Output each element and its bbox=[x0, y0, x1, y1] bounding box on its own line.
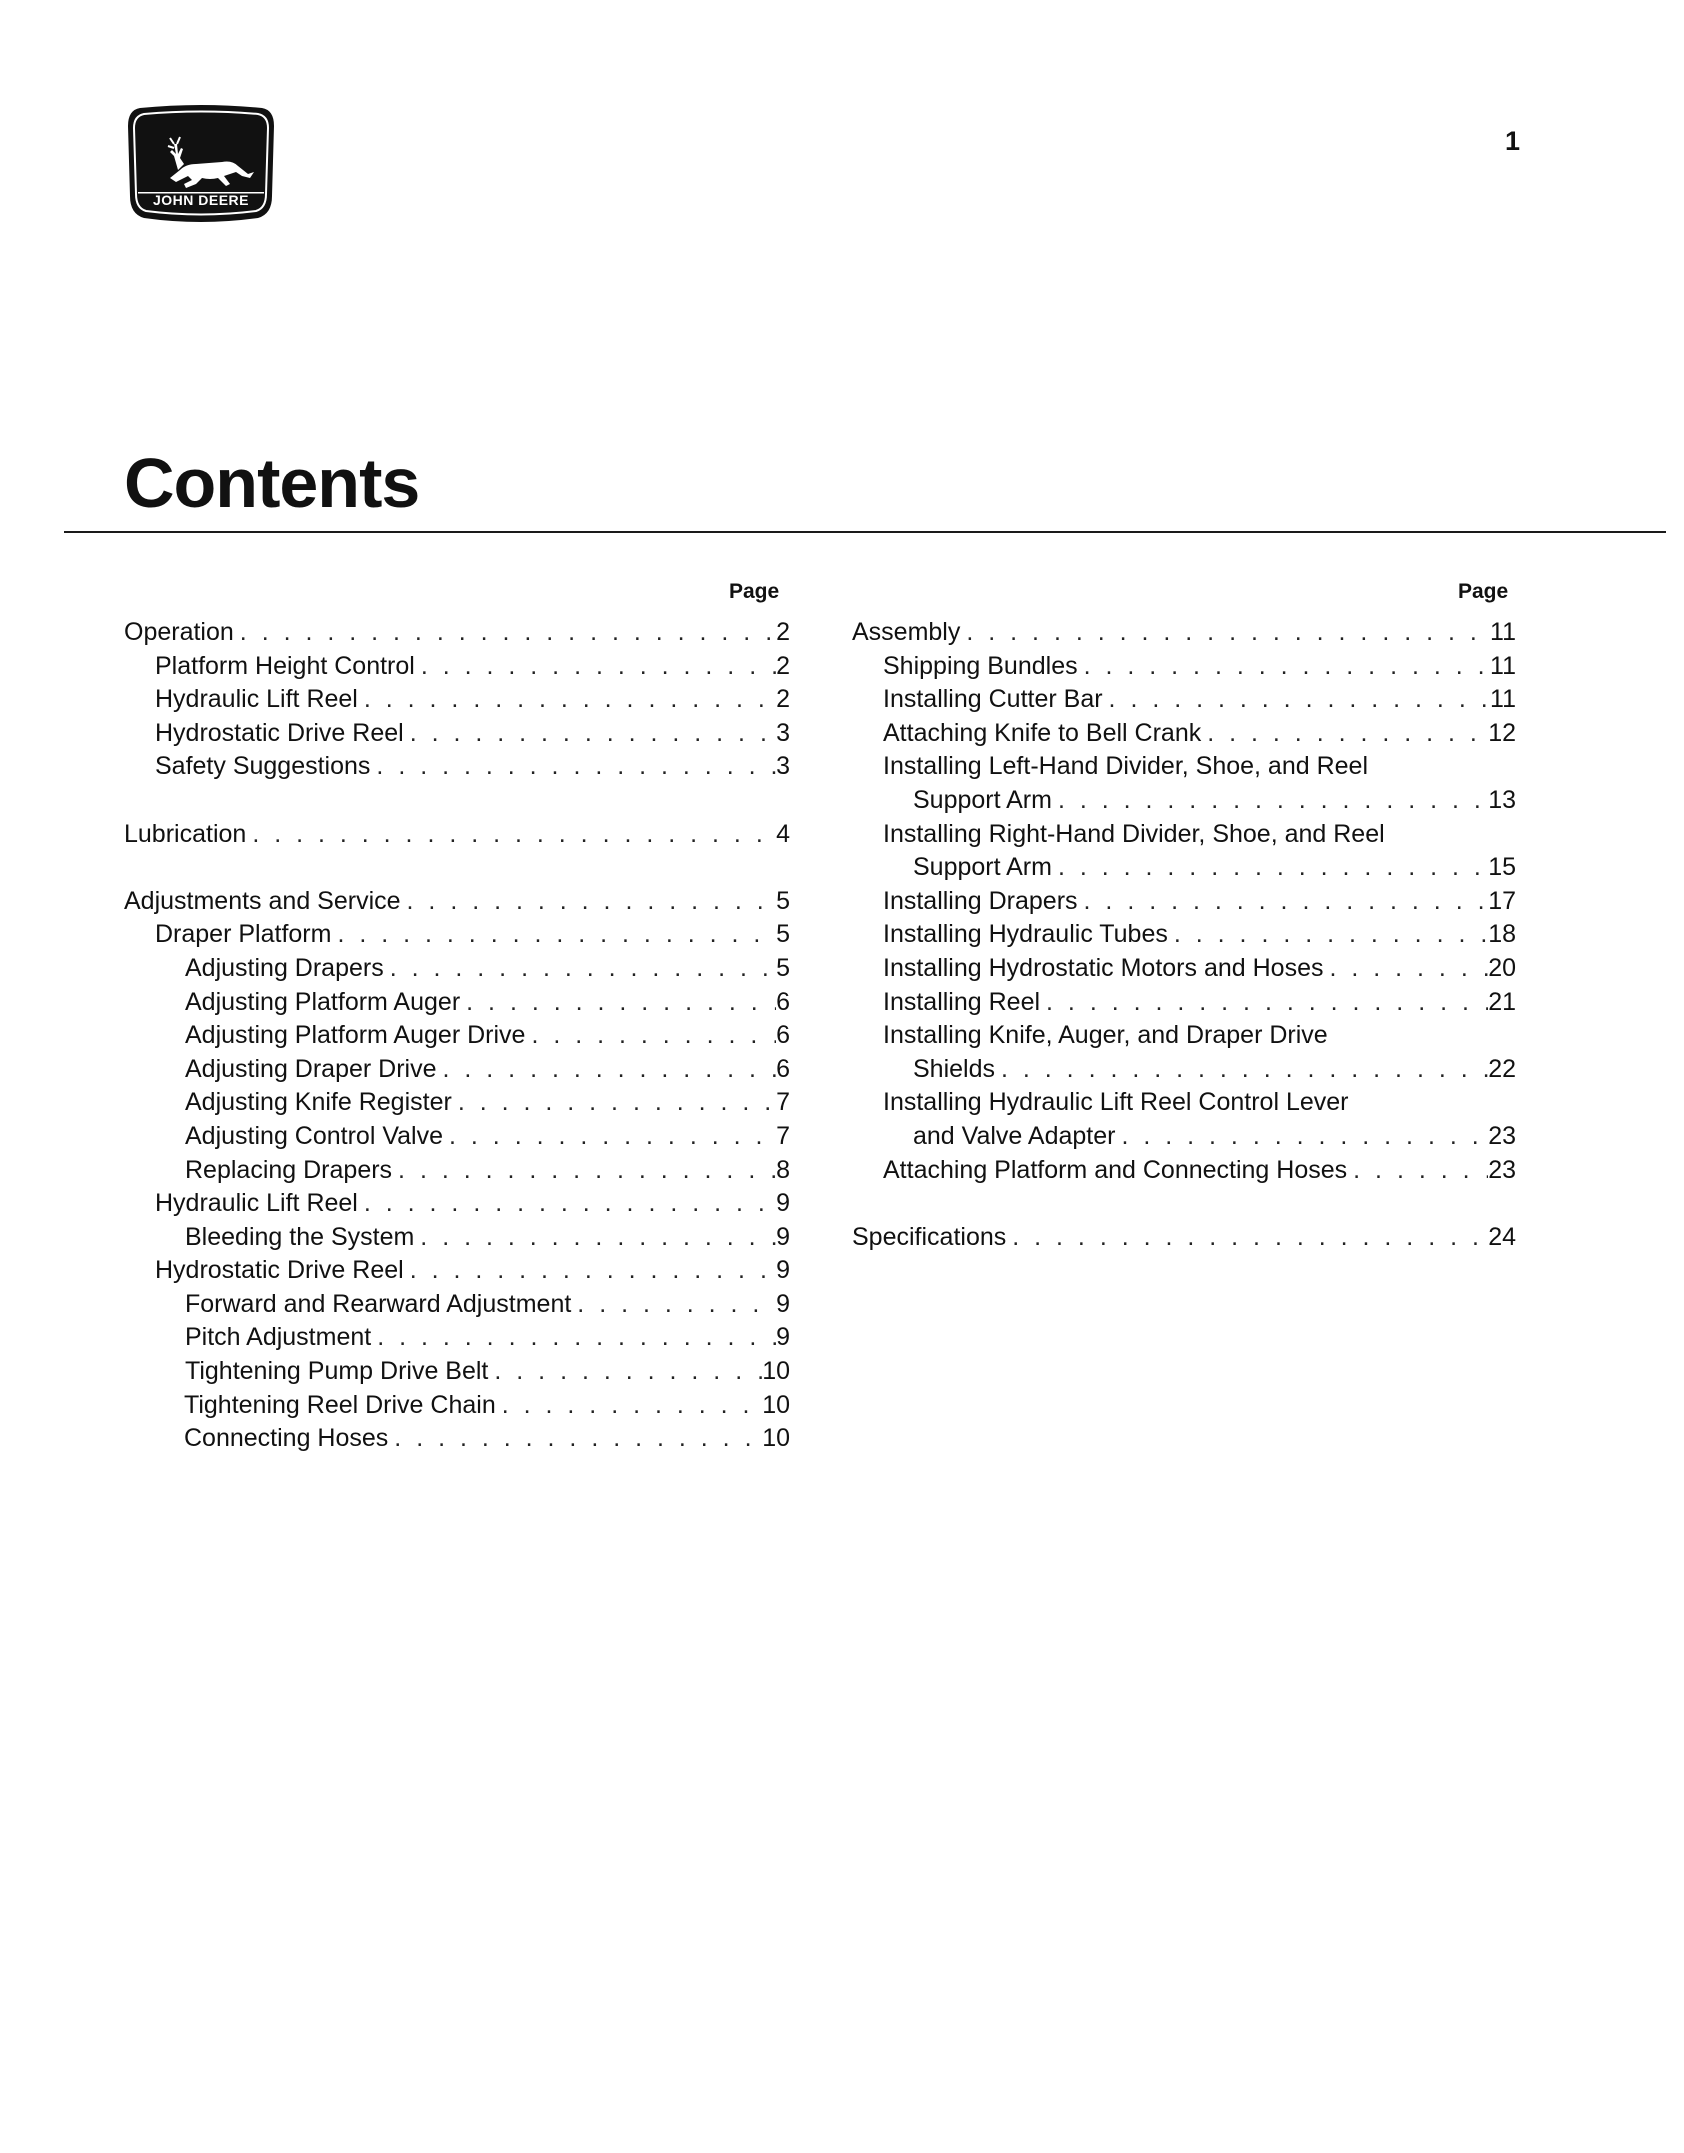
toc-entry-label: Installing Left-Hand Divider, Shoe, and Reel bbox=[883, 752, 1369, 781]
toc-dot-leader bbox=[331, 918, 776, 952]
toc-dot-leader bbox=[437, 1053, 777, 1087]
toc-dot-leader bbox=[388, 1422, 762, 1456]
toc-dot-leader bbox=[452, 1086, 776, 1120]
toc-entry bbox=[124, 1187, 790, 1221]
toc-entry-label: Specifications bbox=[852, 1222, 1007, 1251]
toc-entry-label: Pitch Adjustment bbox=[185, 1323, 372, 1352]
toc-entry-page: 9 bbox=[776, 1256, 790, 1285]
toc-dot-leader bbox=[1103, 683, 1491, 717]
toc-dot-leader bbox=[1168, 918, 1488, 952]
toc-left-column bbox=[124, 616, 790, 1456]
toc-entry-page: 2 bbox=[776, 651, 790, 680]
toc-entry-label: Hydraulic Lift Reel bbox=[155, 685, 358, 714]
toc-entry-label: Adjusting Draper Drive bbox=[185, 1054, 437, 1083]
toc-dot-leader bbox=[460, 986, 776, 1020]
toc-entry bbox=[852, 851, 1516, 885]
toc-dot-leader bbox=[995, 1053, 1488, 1087]
toc-entry bbox=[124, 616, 790, 650]
toc-entry bbox=[124, 1221, 790, 1255]
toc-entry bbox=[852, 784, 1516, 818]
toc-entry-page: 3 bbox=[776, 718, 790, 747]
toc-entry-page: 17 bbox=[1488, 886, 1516, 915]
toc-entry-label: Bleeding the System bbox=[185, 1222, 415, 1251]
toc-entry bbox=[852, 1120, 1516, 1154]
toc-dot-leader bbox=[1006, 1221, 1488, 1255]
toc-entry-page: 15 bbox=[1488, 853, 1516, 882]
toc-entry-label: Connecting Hoses bbox=[184, 1424, 389, 1453]
toc-entry-label: Tightening Reel Drive Chain bbox=[184, 1390, 496, 1419]
toc-entry bbox=[852, 683, 1516, 717]
toc-dot-leader bbox=[525, 1019, 776, 1053]
toc-entry-label: Lubrication bbox=[124, 819, 247, 848]
toc-entry-label: Shields bbox=[913, 1054, 995, 1083]
toc-entry bbox=[852, 616, 1516, 650]
toc-entry-page: 2 bbox=[776, 618, 790, 646]
toc-entry-label: Replacing Drapers bbox=[185, 1155, 393, 1184]
toc-entry-label: Installing Hydraulic Tubes bbox=[883, 920, 1168, 949]
toc-entry-page: 7 bbox=[776, 1121, 790, 1150]
toc-entry-label: Assembly bbox=[852, 618, 961, 646]
toc-entry-label: Operation bbox=[124, 618, 234, 646]
toc-entry bbox=[124, 1355, 790, 1389]
toc-dot-leader bbox=[1052, 784, 1488, 818]
toc-entry-page: 22 bbox=[1488, 1054, 1516, 1083]
toc-entry-page: 2 bbox=[776, 685, 790, 714]
toc-entry-label: Hydraulic Lift Reel bbox=[155, 1189, 358, 1218]
toc-entry-label: Hydrostatic Drive Reel bbox=[155, 1256, 404, 1285]
toc-entry bbox=[124, 1154, 790, 1188]
toc-dot-leader bbox=[443, 1120, 776, 1154]
toc-entry-page: 7 bbox=[776, 1088, 790, 1117]
toc-entry bbox=[124, 818, 790, 852]
toc-dot-leader bbox=[1201, 717, 1488, 751]
toc-entry-label: Adjusting Control Valve bbox=[185, 1121, 444, 1150]
toc-entry bbox=[852, 1053, 1516, 1087]
toc-entry-page: 20 bbox=[1488, 953, 1516, 982]
toc-entry-page: 24 bbox=[1488, 1222, 1516, 1251]
toc-entry-label: Draper Platform bbox=[155, 920, 332, 949]
toc-entry-page: 6 bbox=[776, 1054, 790, 1083]
toc-entry-page: 9 bbox=[776, 1323, 790, 1352]
toc-entry-page: 5 bbox=[776, 920, 790, 949]
toc-entry-label: Safety Suggestions bbox=[155, 752, 371, 781]
toc-entry-label: Installing Cutter Bar bbox=[883, 685, 1103, 714]
toc-entry bbox=[124, 1019, 790, 1053]
toc-entry-label: Adjusting Knife Register bbox=[185, 1088, 452, 1117]
toc-entry-label: Installing Hydraulic Lift Reel Control Lever bbox=[883, 1088, 1349, 1117]
toc-entry-page: 10 bbox=[762, 1424, 790, 1453]
toc-entry-page: 10 bbox=[762, 1390, 790, 1419]
toc-entry-label: Support Arm bbox=[913, 785, 1052, 814]
toc-entry-page: 8 bbox=[776, 1155, 790, 1184]
toc-dot-leader bbox=[384, 952, 776, 986]
toc-entry bbox=[852, 1154, 1516, 1188]
toc-entry-page: 6 bbox=[776, 1021, 790, 1050]
toc-entry-label: Adjusting Platform Auger Drive bbox=[185, 1021, 526, 1050]
toc-entry bbox=[124, 918, 790, 952]
toc-entry-page: 18 bbox=[1488, 920, 1516, 949]
toc-dot-leader bbox=[1078, 885, 1489, 919]
toc-entry-page: 10 bbox=[762, 1357, 790, 1386]
toc-entry-page: 12 bbox=[1488, 718, 1516, 747]
page-number: 1 bbox=[1505, 126, 1521, 156]
toc-entry-page: 5 bbox=[776, 953, 790, 982]
toc-entry-page: 11 bbox=[1490, 618, 1516, 646]
toc-entry bbox=[124, 1422, 790, 1456]
toc-dot-leader bbox=[1040, 986, 1488, 1020]
left-column-page-heading: Page bbox=[729, 580, 780, 603]
toc-entry-label: Installing Reel bbox=[883, 987, 1041, 1016]
toc-entry bbox=[124, 1086, 790, 1120]
toc-entry bbox=[852, 1221, 1516, 1255]
title-divider bbox=[64, 531, 1666, 533]
toc-entry bbox=[124, 885, 790, 919]
toc-entry bbox=[124, 717, 790, 751]
toc-entry bbox=[124, 683, 790, 717]
toc-right-column bbox=[852, 616, 1516, 1254]
toc-entry-page: 11 bbox=[1490, 685, 1516, 714]
toc-entry-label: Installing Right-Hand Divider, Shoe, and Reel bbox=[883, 819, 1385, 848]
toc-dot-leader bbox=[496, 1389, 762, 1423]
toc-dot-leader bbox=[571, 1288, 776, 1322]
toc-entry bbox=[852, 650, 1516, 684]
toc-entry-label: Adjustments and Service bbox=[124, 886, 401, 915]
toc-entry bbox=[124, 750, 790, 784]
toc-entry bbox=[124, 1389, 790, 1423]
toc-entry-page: 9 bbox=[776, 1222, 790, 1251]
toc-dot-leader bbox=[415, 650, 776, 684]
toc-entry-page: 9 bbox=[776, 1289, 790, 1318]
toc-entry-label: Adjusting Platform Auger bbox=[185, 987, 461, 1016]
toc-entry bbox=[124, 1254, 790, 1288]
toc-entry-label: Installing Drapers bbox=[883, 886, 1078, 915]
toc-entry bbox=[852, 1086, 1516, 1120]
toc-entry bbox=[124, 952, 790, 986]
toc-dot-leader bbox=[960, 616, 1490, 650]
toc-entry-page: 4 bbox=[776, 819, 790, 848]
toc-entry-page: 9 bbox=[776, 1189, 790, 1218]
toc-entry-page: 21 bbox=[1488, 987, 1516, 1016]
toc-dot-leader bbox=[246, 818, 776, 852]
toc-entry-label: Installing Hydrostatic Motors and Hoses bbox=[883, 953, 1324, 982]
toc-dot-leader bbox=[358, 683, 776, 717]
toc-entry-label: Attaching Platform and Connecting Hoses bbox=[883, 1155, 1348, 1184]
john-deere-logo bbox=[126, 104, 276, 226]
toc-entry-label: Adjusting Drapers bbox=[185, 953, 384, 982]
toc-dot-leader bbox=[370, 750, 776, 784]
toc-entry bbox=[852, 952, 1516, 986]
toc-dot-leader bbox=[371, 1321, 776, 1355]
toc-dot-leader bbox=[488, 1355, 762, 1389]
toc-entry-page: 13 bbox=[1488, 785, 1516, 814]
toc-entry bbox=[852, 1019, 1516, 1053]
toc-dot-leader bbox=[414, 1221, 776, 1255]
toc-entry bbox=[124, 1321, 790, 1355]
toc-entry bbox=[124, 986, 790, 1020]
toc-entry bbox=[852, 818, 1516, 852]
toc-entry bbox=[124, 1053, 790, 1087]
toc-entry-label: Hydrostatic Drive Reel bbox=[155, 718, 404, 747]
toc-dot-leader bbox=[1323, 952, 1488, 986]
toc-dot-leader bbox=[401, 885, 777, 919]
toc-entry-label: Support Arm bbox=[913, 853, 1052, 882]
toc-dot-leader bbox=[1052, 851, 1488, 885]
toc-entry-label: Platform Height Control bbox=[155, 651, 415, 680]
toc-entry bbox=[852, 717, 1516, 751]
toc-entry bbox=[852, 918, 1516, 952]
toc-dot-leader bbox=[234, 616, 776, 650]
toc-entry-page: 23 bbox=[1488, 1155, 1516, 1184]
toc-entry-label: Tightening Pump Drive Belt bbox=[185, 1357, 489, 1386]
toc-entry-label: Shipping Bundles bbox=[883, 651, 1078, 680]
toc-entry-label: Forward and Rearward Adjustment bbox=[185, 1289, 572, 1318]
toc-dot-leader bbox=[1078, 650, 1490, 684]
toc-entry-label: Installing Knife, Auger, and Draper Drive bbox=[883, 1021, 1328, 1050]
toc-entry-label: and Valve Adapter bbox=[913, 1121, 1116, 1150]
right-column-page-heading: Page bbox=[1458, 580, 1509, 603]
toc-entry bbox=[852, 986, 1516, 1020]
logo-text: JOHN DEERE bbox=[152, 192, 250, 208]
toc-entry bbox=[852, 750, 1516, 784]
toc-dot-leader bbox=[358, 1187, 776, 1221]
toc-entry-page: 6 bbox=[776, 987, 790, 1016]
toc-dot-leader bbox=[1115, 1120, 1488, 1154]
toc-dot-leader bbox=[404, 1254, 776, 1288]
toc-dot-leader bbox=[1347, 1154, 1488, 1188]
toc-entry-page: 3 bbox=[776, 752, 790, 781]
toc-entry bbox=[124, 650, 790, 684]
toc-entry-page: 11 bbox=[1490, 651, 1516, 680]
toc-entry bbox=[852, 885, 1516, 919]
toc-entry-label: Attaching Knife to Bell Crank bbox=[883, 718, 1202, 747]
toc-entry-page: 23 bbox=[1488, 1121, 1516, 1150]
toc-dot-leader bbox=[392, 1154, 776, 1188]
toc-entry-page: 5 bbox=[776, 886, 790, 915]
toc-entry bbox=[124, 1288, 790, 1322]
page-title: Contents bbox=[124, 444, 420, 522]
toc-dot-leader bbox=[404, 717, 776, 751]
toc-entry bbox=[124, 1120, 790, 1154]
